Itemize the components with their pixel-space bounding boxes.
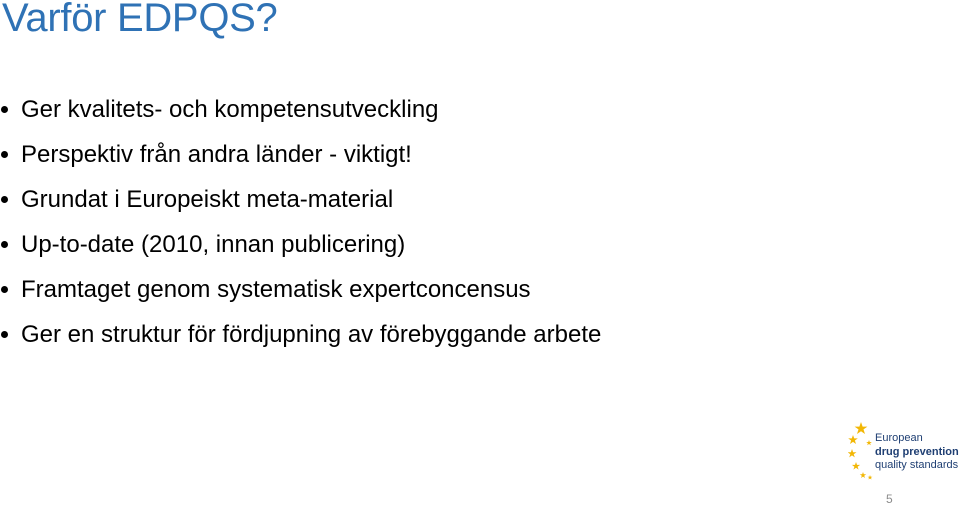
bullet-item <box>0 92 601 137</box>
bullet-item <box>0 272 601 317</box>
star-shape <box>848 435 858 444</box>
bullet-dot-icon <box>1 331 8 338</box>
star-shape <box>848 449 857 457</box>
bullet-dot-icon <box>1 286 8 293</box>
star-shape <box>852 462 860 470</box>
stars-icon <box>848 422 874 482</box>
star-shape <box>866 440 872 445</box>
logo-line-european: European <box>875 432 923 444</box>
edpqs-logo <box>848 422 959 482</box>
bullet-dot-icon <box>1 106 8 113</box>
bullet-item <box>0 227 601 272</box>
bullet-item <box>0 317 601 362</box>
bullet-dot-icon <box>1 196 8 203</box>
bullet-item <box>0 137 601 182</box>
slide-title: Varför EDPQS? <box>2 0 278 40</box>
bullet-text: Grundat i Europeiskt meta-material <box>21 186 394 213</box>
logo-line-quality-standards: quality standards <box>875 459 959 471</box>
bullet-item <box>0 182 601 227</box>
bullet-text: Perspektiv från andra länder - viktigt! <box>21 141 412 168</box>
star-shape <box>855 422 868 434</box>
bullet-text: Up-to-date (2010, innan publicering) <box>21 231 406 258</box>
bullet-text: Framtaget genom systematisk expertconcensus <box>21 276 531 303</box>
bullet-text: Ger en struktur för fördjupning av förebyggande arbete <box>21 321 602 348</box>
logo-line-drug-prevention: drug prevention <box>875 445 959 458</box>
star-shape <box>860 472 866 478</box>
logo-wordmark <box>875 432 959 473</box>
bullet-dot-icon <box>1 151 8 158</box>
bullet-dot-icon <box>1 241 8 248</box>
star-shape <box>868 475 873 480</box>
bullet-text: Ger kvalitets- och kompetensutveckling <box>21 96 439 123</box>
bullet-list <box>0 92 601 362</box>
page-number: 5 <box>886 492 893 505</box>
